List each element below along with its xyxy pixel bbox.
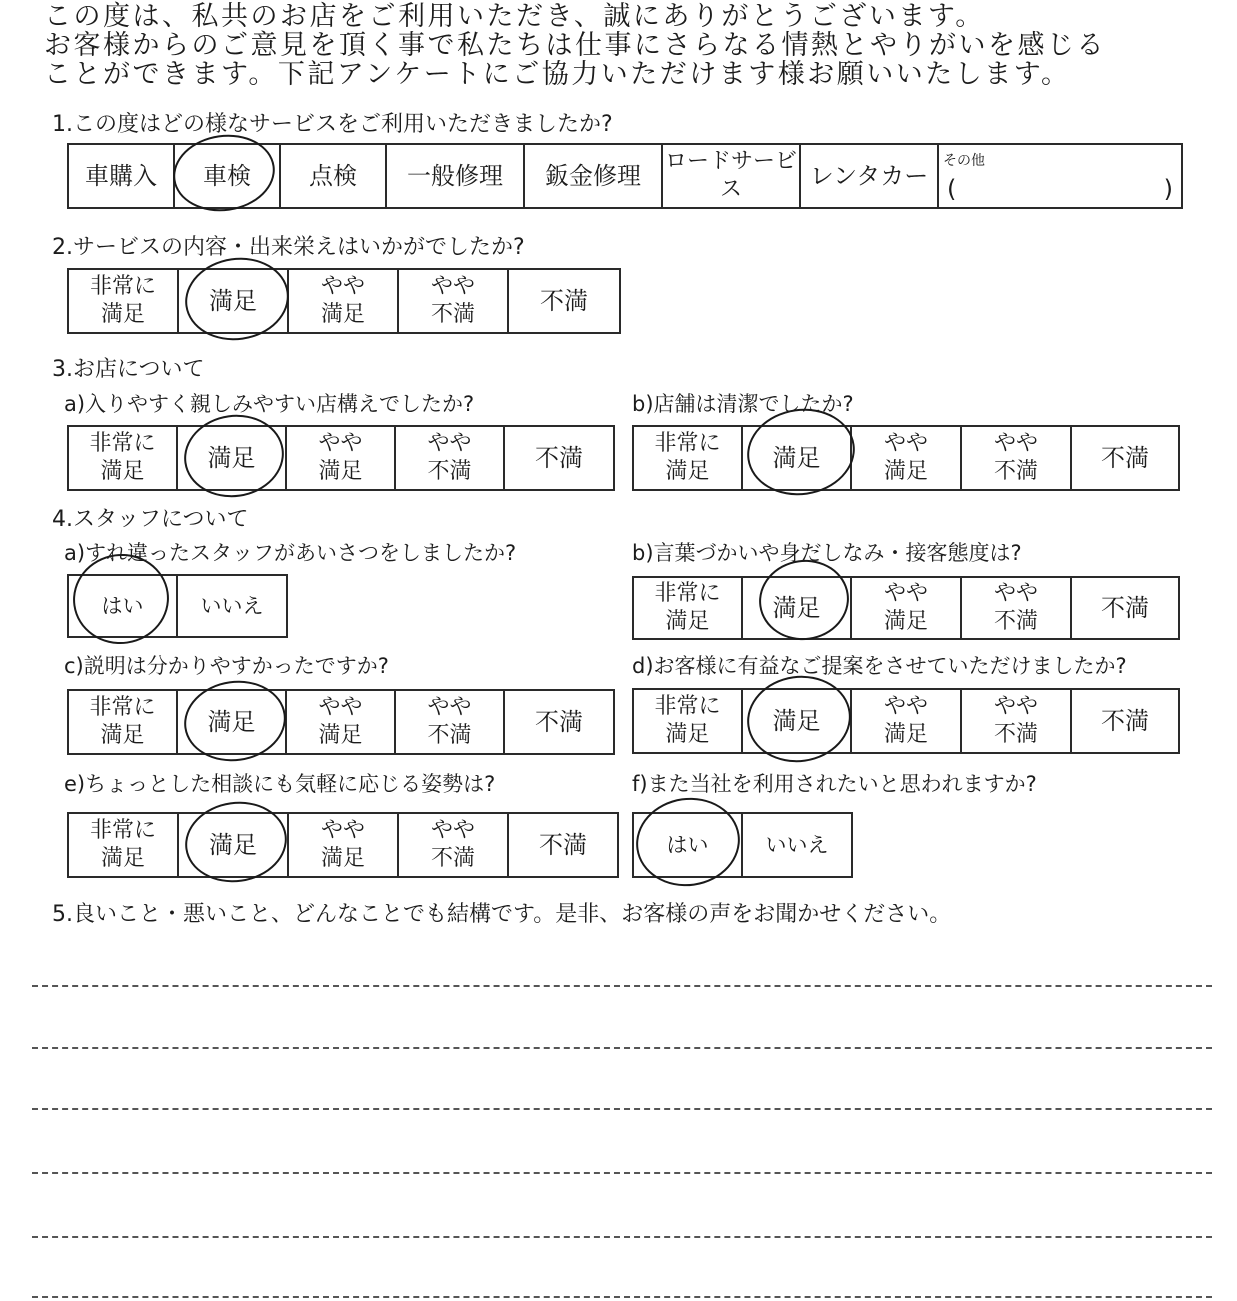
q4d-option-somewhat-satisfied[interactable]: やや 満足 [852,690,962,752]
q3b-option-satisfied[interactable]: 満足 [743,427,852,489]
q4d-option-very-satisfied[interactable]: 非常に 満足 [634,690,743,752]
question-4e: e)ちょっとした相談にも気軽に応じる姿勢は? [64,772,496,796]
q1-option-shaken[interactable] [175,145,281,207]
q4b-option-dissatisfied[interactable]: 不満 [1101,594,1149,622]
answer-line-5[interactable] [32,1236,1212,1238]
q1-option-car-purchase[interactable]: 車購入 [69,145,175,207]
q1-option-road-service[interactable]: ロードサービス [663,145,801,207]
q4c-option-dissatisfied[interactable]: 不満 [535,708,583,736]
answer-line-3[interactable] [32,1108,1212,1110]
question-4d: d)お客様に有益なご提案をさせていただけましたか? [632,654,1127,678]
q3b-option-somewhat-satisfied[interactable]: やや 満足 [852,427,962,489]
question-3b: b)店舗は清潔でしたか? [632,392,854,416]
q1-selected-value: 車検 [203,162,251,190]
q4c-option-somewhat-satisfied[interactable]: やや 満足 [287,691,396,753]
q2-option-somewhat-satisfied[interactable]: やや 満足 [289,270,399,332]
answer-line-6[interactable] [32,1296,1212,1298]
q3a-option-very-satisfied[interactable]: 非常に 満足 [69,427,178,489]
q3a-options [67,425,615,491]
q2-options [67,268,621,334]
intro-line-2: お客様からのご意見を頂く事で私たちは仕事にさらなる情熱とやりがいを感じる [44,30,1106,61]
q2-option-somewhat-dissatisfied[interactable]: やや 不満 [399,270,509,332]
q4a-option-yes[interactable]: はい [69,576,178,636]
question-4a: a)すれ違ったスタッフがあいさつをしましたか? [64,541,517,565]
question-4b: b)言葉づかいや身だしなみ・接客態度は? [632,541,1022,565]
q2-option-satisfied[interactable]: 満足 [179,270,289,332]
q4d-option-somewhat-dissatisfied[interactable]: やや 不満 [962,690,1072,752]
q3a-option-somewhat-satisfied[interactable]: やや 満足 [287,427,396,489]
q3b-options [632,425,1180,491]
q4b-option-somewhat-satisfied[interactable]: やや 満足 [852,578,962,638]
q4c-options [67,689,615,755]
question-4c: c)説明は分かりやすかったですか? [64,654,389,678]
q4e-option-somewhat-satisfied[interactable]: やや 満足 [289,814,399,876]
q4b-option-somewhat-dissatisfied[interactable]: やや 不満 [962,578,1072,638]
q2-option-dissatisfied[interactable]: 不満 [540,287,588,315]
q1-option-other[interactable]: その他 ( ) [943,153,1173,203]
q1-option-bodywork[interactable]: 鈑金修理 [525,145,663,207]
q3a-option-somewhat-dissatisfied[interactable]: やや 不満 [396,427,505,489]
question-3: 3.お店について [52,357,205,382]
q4c-option-somewhat-dissatisfied[interactable]: やや 不満 [396,691,505,753]
q1-option-inspection[interactable]: 点検 [281,145,387,207]
q4e-option-somewhat-dissatisfied[interactable]: やや 不満 [399,814,509,876]
q4e-option-very-satisfied[interactable]: 非常に 満足 [69,814,179,876]
intro-line-1: この度は、私共のお店をご利用いただき、誠にありがとうございます。 [44,1,985,32]
q3b-option-dissatisfied[interactable]: 不満 [1101,444,1149,472]
question-3a: a)入りやすく親しみやすい店構えでしたか? [64,392,475,416]
q4f-option-no[interactable]: いいえ [765,833,829,857]
question-4: 4.スタッフについて [52,507,249,532]
q1-options [67,143,1183,209]
answer-line-4[interactable] [32,1172,1212,1174]
q4f-option-yes[interactable]: はい [634,814,743,876]
intro-line-3: ことができます。下記アンケートにご協力いただけます様お願いいたします。 [44,59,1071,90]
answer-line-1[interactable] [32,985,1212,987]
q4b-option-satisfied[interactable]: 満足 [743,578,852,638]
q4e-options [67,812,619,878]
q1-option-general-repair[interactable]: 一般修理 [387,145,525,207]
answer-line-2[interactable] [32,1047,1212,1049]
q4b-option-very-satisfied[interactable]: 非常に 満足 [634,578,743,638]
q4a-options [67,574,288,638]
intro-text [44,2,1224,89]
q2-option-very-satisfied[interactable]: 非常に 満足 [69,270,179,332]
question-1: 1.この度はどの様なサービスをご利用いただきましたか? [52,112,613,137]
q4e-option-dissatisfied[interactable]: 不満 [539,831,587,859]
q4f-options [632,812,853,878]
q4e-option-satisfied[interactable]: 満足 [179,814,289,876]
q4c-option-satisfied[interactable]: 満足 [178,691,287,753]
q3a-option-dissatisfied[interactable]: 不満 [535,444,583,472]
q1-option-rental-car[interactable]: レンタカー [801,145,939,207]
q4d-option-dissatisfied[interactable]: 不満 [1101,707,1149,735]
q4b-options [632,576,1180,640]
question-5: 5.良いこと・悪いこと、どんなことでも結構です。是非、お客様の声をお聞かせください。 [52,902,952,927]
q4a-option-no[interactable]: いいえ [200,594,264,618]
q3b-option-somewhat-dissatisfied[interactable]: やや 不満 [962,427,1072,489]
question-4f: f)また当社を利用されたいと思われますか? [632,772,1037,796]
q3b-option-very-satisfied[interactable]: 非常に 満足 [634,427,743,489]
q4d-options [632,688,1180,754]
q4c-option-very-satisfied[interactable]: 非常に 満足 [69,691,178,753]
q4d-option-satisfied[interactable]: 満足 [743,690,852,752]
q3a-option-satisfied[interactable]: 満足 [178,427,287,489]
question-2: 2.サービスの内容・出来栄えはいかがでしたか? [52,235,525,260]
